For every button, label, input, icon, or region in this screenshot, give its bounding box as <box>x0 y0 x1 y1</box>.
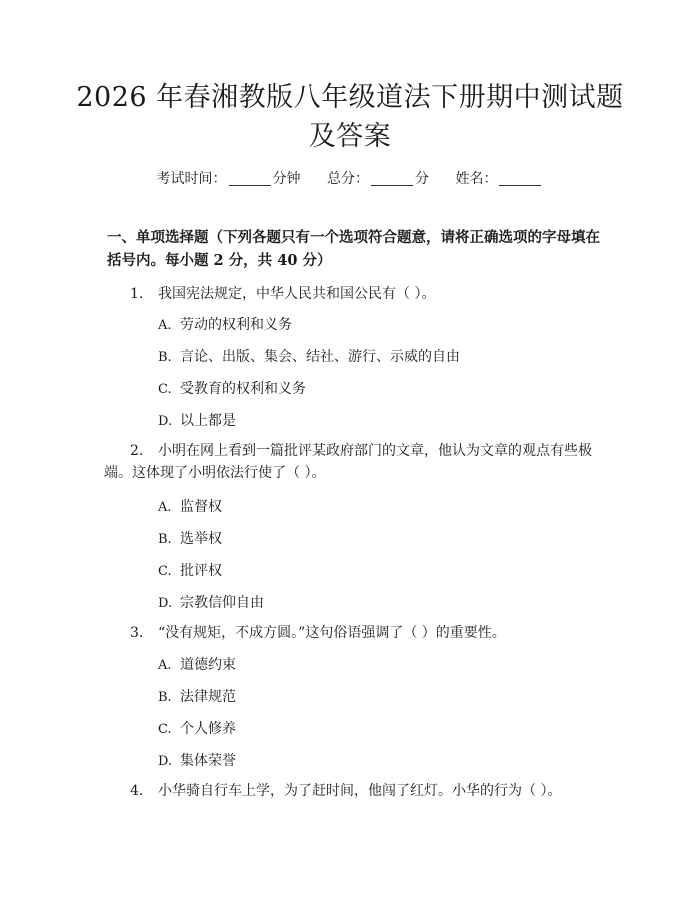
option-2b: B. 选举权 <box>158 531 222 547</box>
option-2c: C. 批评权 <box>158 563 222 579</box>
question-number: 2. <box>130 443 144 459</box>
score-blank <box>371 171 413 186</box>
option-3a: A. 道德约束 <box>158 657 236 673</box>
question-number: 1. <box>130 286 144 302</box>
option-1a: A. 劳动的权利和义务 <box>158 317 292 333</box>
question-2-continued: 端。这体现了小明依法行使了（ ）。 <box>104 465 326 481</box>
section-heading: 一、单项选择题（下列各题只有一个选项符合题意，请将正确选项的字母填在括号内。每小题 2 分，共 40 分） <box>107 229 600 269</box>
score-label: 总分： <box>327 171 369 187</box>
question-text-line1: 小明在网上看到一篇批评某政府部门的文章，他认为文章的观点有些极 <box>158 443 592 459</box>
option-2a: A. 监督权 <box>158 499 222 515</box>
question-number: 4. <box>130 783 144 799</box>
page-title: 2026 年春湘教版八年级道法下册期中测试题 <box>76 82 624 113</box>
option-3b: B. 法律规范 <box>158 689 236 705</box>
question-text: 我国宪法规定，中华人民共和国公民有（ ）。 <box>158 286 436 302</box>
question-number: 3. <box>130 625 144 641</box>
time-blank <box>229 171 271 186</box>
question-text: “没有规矩，不成方圆。”这句俗语强调了（ ）的重要性。 <box>158 625 506 641</box>
option-2d: D. 宗教信仰自由 <box>158 595 264 611</box>
exam-info-line <box>0 168 700 188</box>
question-2 <box>130 440 592 462</box>
time-field <box>157 171 301 187</box>
page-title-continued: 及答案 <box>308 121 392 152</box>
name-label: 姓名： <box>455 171 498 187</box>
time-unit: 分钟 <box>272 171 301 187</box>
time-label: 考试时间： <box>156 171 227 187</box>
question-text: 小华骑自行车上学，为了赶时间，他闯了红灯。小华的行为（ ）。 <box>158 783 562 799</box>
option-1d: D. 以上都是 <box>158 413 236 429</box>
question-3 <box>130 622 506 644</box>
option-3d: D. 集体荣誉 <box>158 753 236 769</box>
score-field <box>327 171 429 187</box>
option-3c: C. 个人修养 <box>158 721 236 737</box>
name-field <box>455 171 543 187</box>
question-4 <box>130 780 561 802</box>
option-1c: C. 受教育的权利和义务 <box>158 381 306 397</box>
name-blank <box>499 171 541 186</box>
score-unit: 分 <box>415 171 429 187</box>
option-1b: B. 言论、出版、集会、结社、游行、示威的自由 <box>158 349 460 365</box>
question-1 <box>130 283 435 305</box>
